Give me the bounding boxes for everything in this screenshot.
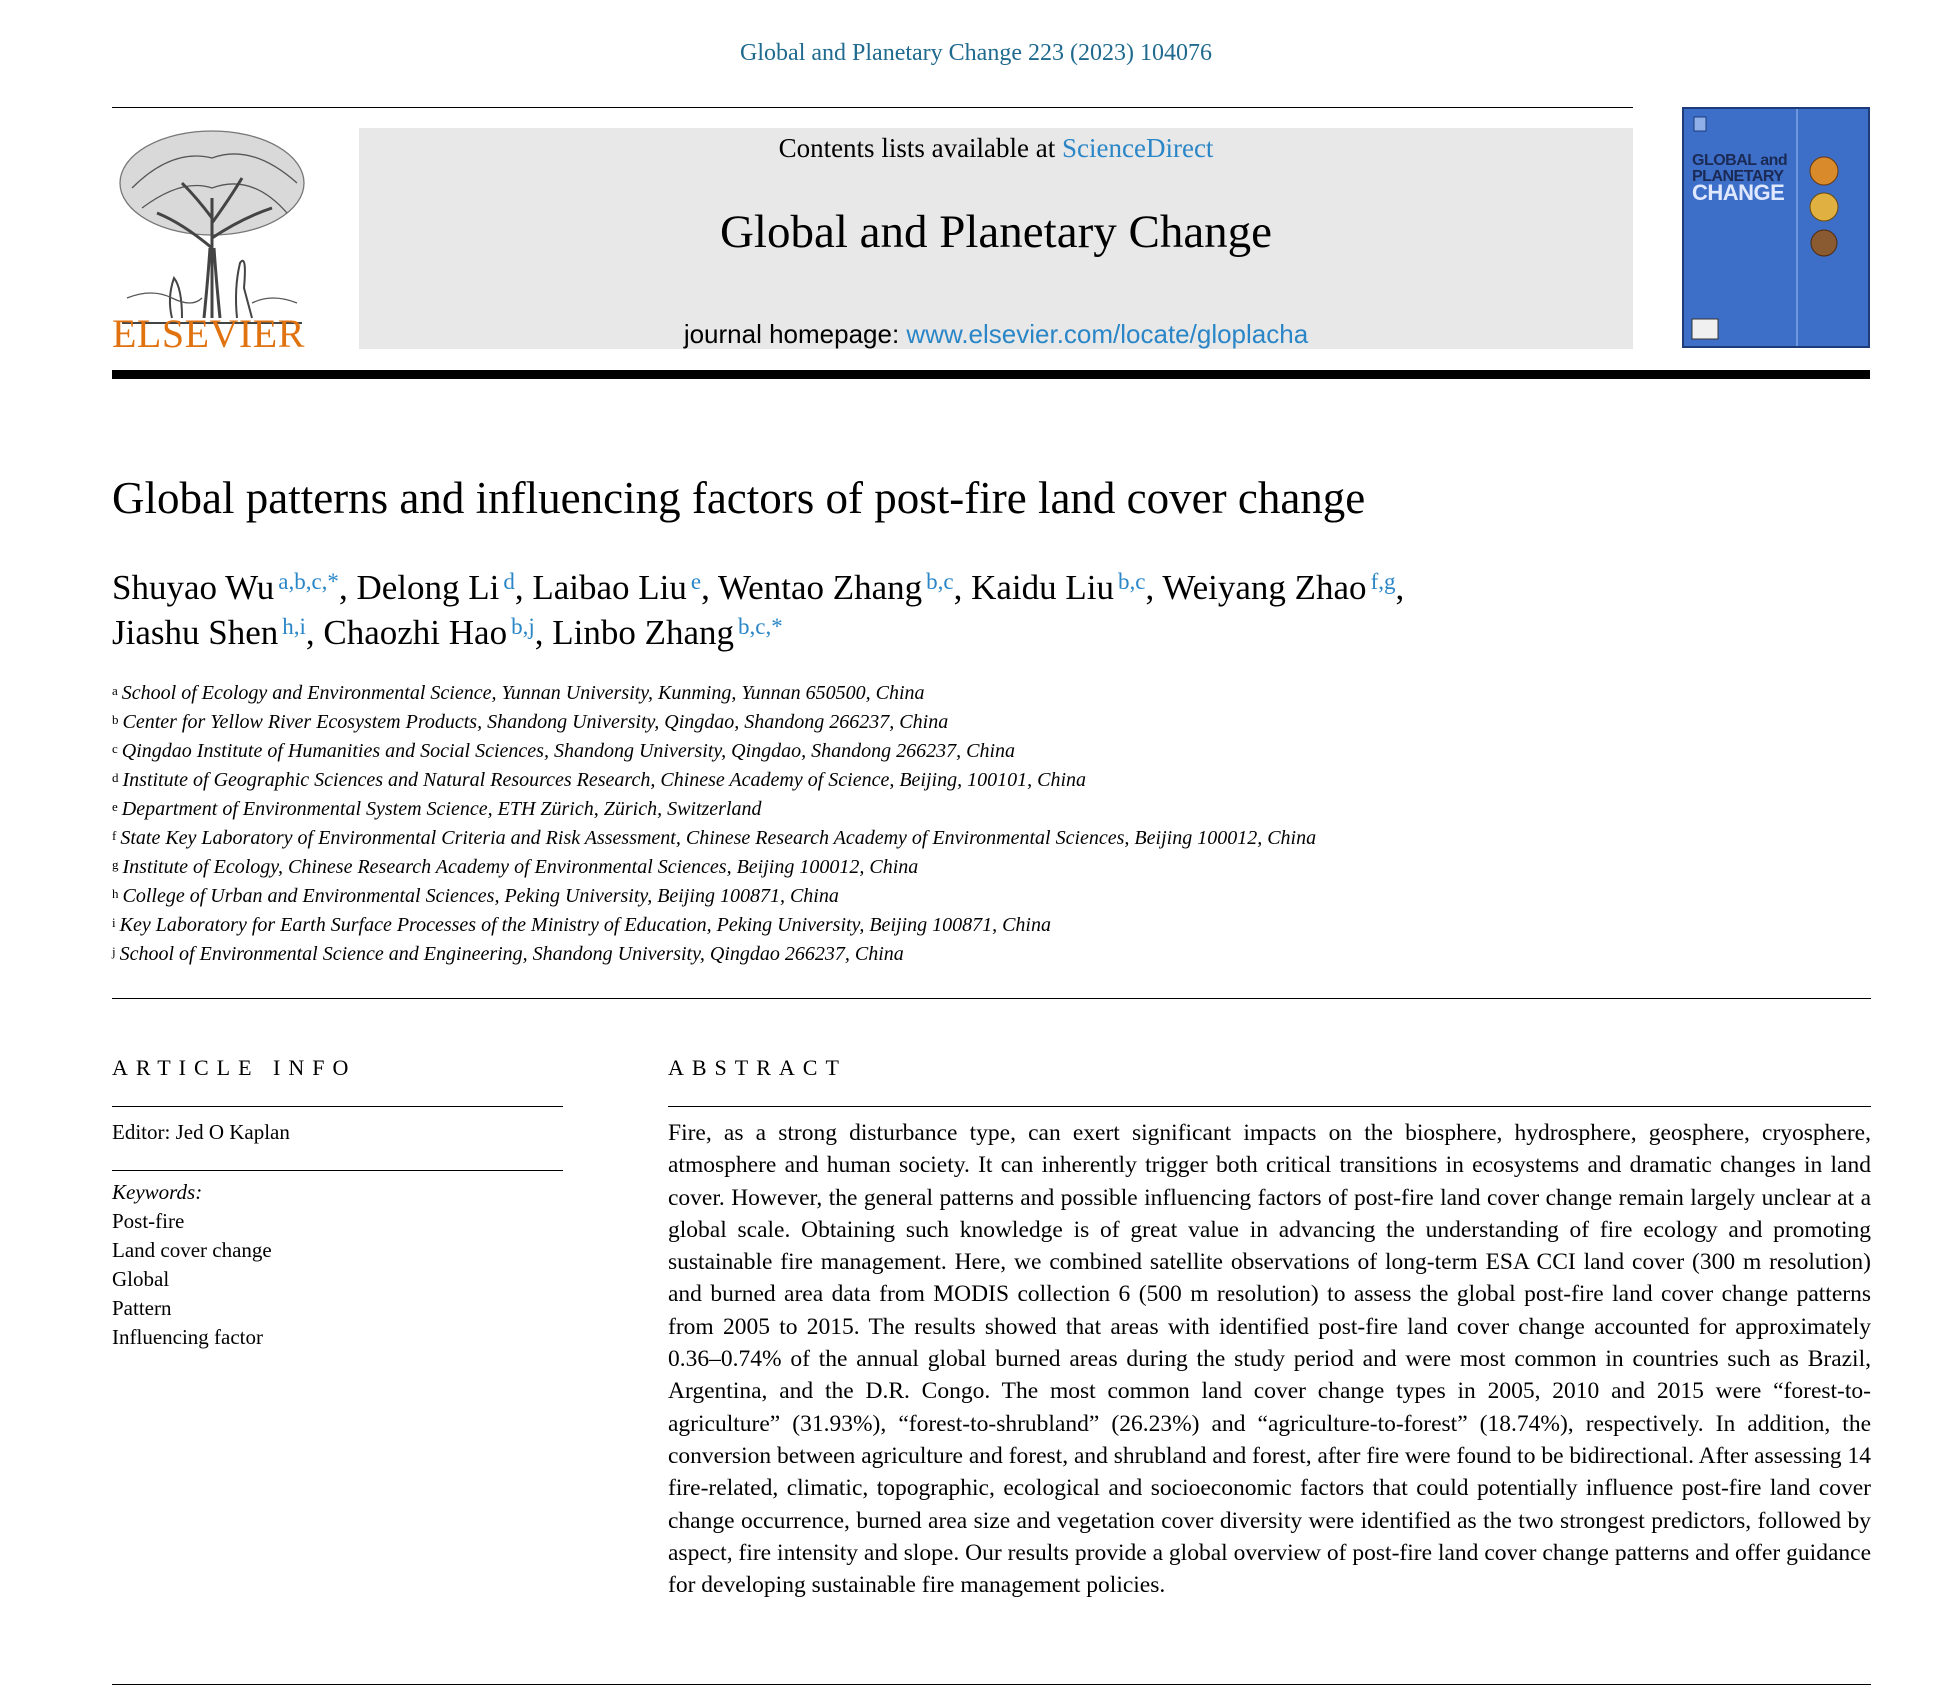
cover-globes-icon xyxy=(1684,109,1870,348)
affiliation-key: e xyxy=(112,799,118,814)
affiliation-key: c xyxy=(112,741,118,756)
affiliation-key: d xyxy=(112,770,119,785)
author-name[interactable]: Weiyang Zhao xyxy=(1162,568,1367,607)
author-name[interactable]: Delong Li xyxy=(356,568,500,607)
publisher-name[interactable]: ELSEVIER xyxy=(112,311,305,356)
author[interactable] xyxy=(552,613,783,652)
author[interactable] xyxy=(323,613,534,652)
affiliation-key: a xyxy=(112,683,118,698)
affiliation-list xyxy=(112,679,1316,969)
affiliation-key: g xyxy=(112,857,119,872)
cover-title-line: PLANETARY xyxy=(1692,168,1784,185)
affiliation-text: Key Laboratory for Earth Surface Processes of the Ministry of Education, Peking University, Beijing 100871, China xyxy=(119,914,1051,936)
affiliation-text: College of Urban and Environmental Sciences, Peking University, Beijing 100871, China xyxy=(122,885,839,907)
author-separator: , xyxy=(701,568,718,607)
author-separator: , xyxy=(338,568,357,607)
sciencedirect-link[interactable]: ScienceDirect xyxy=(1062,133,1214,163)
editor-line: Editor: Jed O Kaplan xyxy=(112,1120,290,1144)
affiliation-key: b xyxy=(112,712,119,727)
affiliation xyxy=(112,882,1316,911)
affiliation-text: Department of Environmental System Science, ETH Zürich, Zürich, Switzerland xyxy=(121,798,762,820)
header-rule xyxy=(112,107,1633,108)
abstract-rule xyxy=(668,1106,1871,1107)
affiliation xyxy=(112,824,1316,853)
affiliation-key: j xyxy=(112,944,116,959)
author-affiliation-marks[interactable]: b,j xyxy=(511,614,535,639)
author[interactable] xyxy=(532,568,701,607)
affiliation-text: Qingdao Institute of Humanities and Social Sciences, Shandong University, Qingdao, Shandong 266237, China xyxy=(121,740,1016,762)
article-info-heading: ARTICLE INFO xyxy=(112,1055,357,1080)
keyword[interactable]: Land cover change xyxy=(112,1238,272,1262)
author-name[interactable]: Shuyao Wu xyxy=(112,568,275,607)
author-separator: , xyxy=(953,568,972,607)
contents-line xyxy=(359,128,1633,168)
homepage-prefix: journal homepage: xyxy=(683,319,907,349)
author-affiliation-marks[interactable]: f,g xyxy=(1370,569,1396,594)
journal-cover-thumbnail[interactable] xyxy=(1682,107,1870,348)
author-affiliation-marks[interactable]: b,c,* xyxy=(738,614,783,639)
author-name[interactable]: Kaidu Liu xyxy=(971,568,1115,607)
author[interactable] xyxy=(718,568,954,607)
keywords-label: Keywords: xyxy=(112,1180,203,1204)
author-list xyxy=(112,565,1672,655)
affiliation-text: Center for Yellow River Ecosystem Products, Shandong University, Qingdao, Shandong 266237, China xyxy=(122,711,949,733)
author[interactable] xyxy=(1162,568,1395,607)
article-title: Global patterns and influencing factors of post-fire land cover change xyxy=(112,473,1366,523)
author-name[interactable]: Linbo Zhang xyxy=(552,613,735,652)
affiliation xyxy=(112,853,1316,882)
cover-title-line: CHANGE xyxy=(1692,180,1785,205)
homepage-link[interactable]: www.elsevier.com/locate/gloplacha xyxy=(906,319,1309,349)
affiliation xyxy=(112,940,1316,969)
affiliation-text: Institute of Geographic Sciences and Natural Resources Research, Chinese Academy of Science, Beijing, 100101, China xyxy=(122,769,1086,791)
cover-title-line: GLOBAL and xyxy=(1692,152,1788,169)
author-affiliation-marks[interactable]: b,c xyxy=(926,569,954,594)
keyword[interactable]: Post-fire xyxy=(112,1209,185,1233)
author-separator: , xyxy=(305,613,324,652)
affiliation xyxy=(112,737,1316,766)
keyword[interactable]: Influencing factor xyxy=(112,1325,264,1349)
affiliation-text: School of Ecology and Environmental Science, Yunnan University, Kunming, Yunnan 650500, China xyxy=(121,682,925,704)
author[interactable] xyxy=(112,613,306,652)
author[interactable] xyxy=(112,568,339,607)
journal-title: Global and Planetary Change xyxy=(719,206,1273,258)
author-separator: , xyxy=(534,613,553,652)
author[interactable] xyxy=(356,568,514,607)
affiliation xyxy=(112,911,1316,940)
keywords-block xyxy=(112,1178,272,1352)
author-name[interactable]: Wentao Zhang xyxy=(717,568,923,607)
header-thick-rule xyxy=(112,370,1870,379)
affiliation-text: Institute of Ecology, Chinese Research Academy of Environmental Sciences, Beijing 100012, China xyxy=(122,856,919,878)
journal-banner xyxy=(359,128,1633,349)
author[interactable] xyxy=(971,568,1145,607)
affiliation-key: h xyxy=(112,886,119,901)
editor-rule xyxy=(112,1170,563,1171)
affiliation xyxy=(112,795,1316,824)
contents-prefix: Contents lists available at xyxy=(778,133,1063,163)
author-name[interactable]: Chaozhi Hao xyxy=(323,613,508,652)
author-affiliation-marks[interactable]: e xyxy=(690,569,702,594)
keyword[interactable]: Pattern xyxy=(112,1296,172,1320)
author-separator: , xyxy=(514,568,533,607)
affiliation-text: School of Environmental Science and Engineering, Shandong University, Qingdao 266237, China xyxy=(119,943,904,965)
author-separator: , xyxy=(1145,568,1163,607)
affiliation-text: State Key Laboratory of Environmental Criteria and Risk Assessment, Chinese Research Academy of Environmental Sciences, Beijing 100012, China xyxy=(120,827,1317,849)
abstract-bottom-rule xyxy=(112,1684,1871,1685)
author-affiliation-marks[interactable]: h,i xyxy=(282,614,306,639)
homepage-line xyxy=(359,316,1633,352)
affiliations-divider xyxy=(112,998,1871,999)
author-affiliation-marks[interactable]: d xyxy=(503,569,515,594)
article-info-rule xyxy=(112,1106,563,1107)
affiliation-key: f xyxy=(112,828,117,843)
affiliation xyxy=(112,766,1316,795)
affiliation xyxy=(112,708,1316,737)
affiliation-key: i xyxy=(112,915,116,930)
affiliation xyxy=(112,679,1316,708)
author-name[interactable]: Jiashu Shen xyxy=(112,613,279,652)
author-affiliation-marks[interactable]: b,c xyxy=(1118,569,1146,594)
abstract-heading: ABSTRACT xyxy=(668,1055,847,1080)
author-separator: , xyxy=(1395,568,1405,607)
abstract-text: Fire, as a strong disturbance type, can exert significant impacts on the biosphere, hydrosphere, geosphere, cryosphere, atmosphere and human society. It can inherently trigger both critical transitions in ecosystems and dramatic changes in land cover. However, the general patterns and possible influencing factors of post-fire land cover change remain largely unclear at a global scale. Obtaining such knowledge is of great value in advancing the understanding of fire ecology and promoting sustainable fire management. Here, we combined satellite observations of long-term ESA CCI land cover (300 m resolution) and burned area data from MODIS collection 6 (500 m resolution) to assess the global post-fire land cover change patterns from 2005 to 2015. The results showed that areas with identified post-fire land cover change accounted for approximately 0.36–0.74% of the annual global burned areas during the study period and were most common in countries such as Brazil, Argentina, and the D.R. Congo. The most common land cover change types in 2005, 2010 and 2015 were “forest-to-agriculture” (31.93%), “forest-to-shrubland” (26.23%) and “agriculture-to-forest” (18.74%), respectively. In addition, the conversion between agriculture and forest, and shrubland and forest, after fire were found to be bidirectional. After assessing 14 fire-related, climatic, topographic, ecological and socioeconomic factors that could potentially influence post-fire land cover change occurrence, burned area size and vegetation cover diversity were identified as the two strongest predictors, followed by aspect, fire intensity and slope. Our results provide a global overview of post-fire land cover change patterns and offer guidance for developing sustainable fire management policies. xyxy=(668,1120,1871,1599)
author-name[interactable]: Laibao Liu xyxy=(532,568,687,607)
author-affiliation-marks[interactable]: a,b,c,* xyxy=(278,569,339,594)
keyword[interactable]: Global xyxy=(112,1267,170,1291)
journal-reference[interactable]: Global and Planetary Change 223 (2023) 104076 xyxy=(740,40,1212,66)
